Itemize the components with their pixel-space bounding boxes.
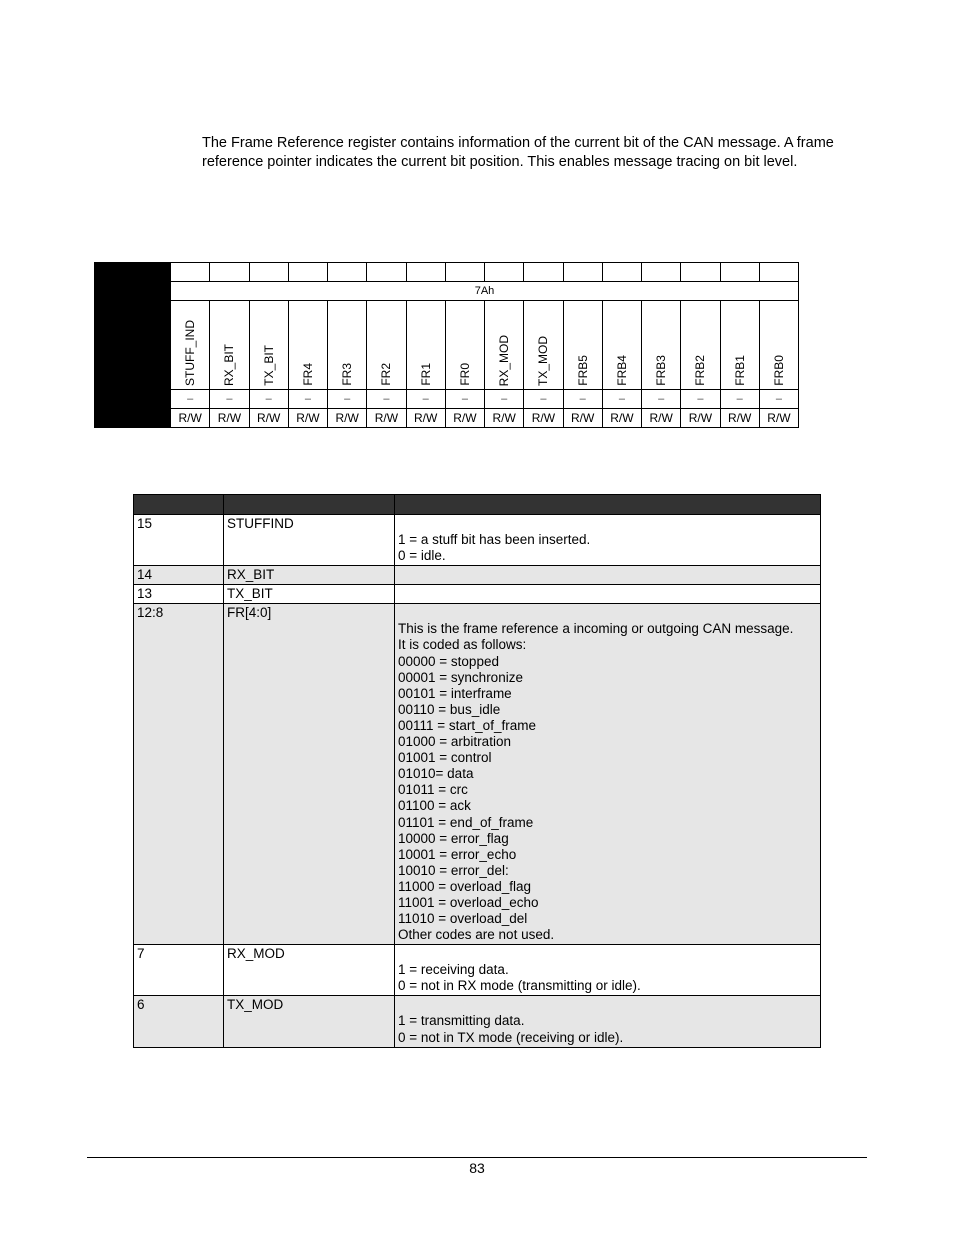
access-cell: R/W (210, 409, 249, 428)
bit-number-cell (524, 263, 563, 282)
field-bit-cell: 7 (134, 945, 224, 996)
bit-number-cell (642, 263, 681, 282)
access-cell: R/W (524, 409, 563, 428)
description-line: 0 = idle. (398, 548, 446, 564)
field-name-cell: TX_MOD (224, 996, 395, 1047)
access-cell: R/W (563, 409, 602, 428)
description-spacer (398, 516, 817, 532)
description-line: 11001 = overload_echo (398, 894, 539, 910)
reset-value-cell: – (288, 390, 327, 409)
access-cell: R/W (602, 409, 641, 428)
bit-name-cell (406, 301, 445, 390)
field-bit-cell: 15 (134, 515, 224, 566)
field-bit-cell: 6 (134, 996, 224, 1047)
field-row (134, 585, 821, 604)
reset-value-cell: – (524, 390, 563, 409)
bit-number-cell (445, 263, 484, 282)
bit-name: FRB5 (575, 355, 590, 386)
description-line: 01101 = end_of_frame (398, 814, 534, 830)
bit-number-cell (563, 263, 602, 282)
description-line: This is the frame reference a incoming or outgoing CAN message. (398, 621, 794, 637)
register-bit-table (94, 262, 799, 428)
bit-number-cell (720, 263, 759, 282)
reset-value-cell: – (367, 390, 406, 409)
field-bit-cell: 14 (134, 566, 224, 585)
register-address: 7Ah (171, 282, 799, 301)
description-line: 01100 = ack (398, 798, 471, 814)
bit-name-cell (681, 301, 720, 390)
header-cell (395, 495, 821, 515)
description-header-row (134, 495, 821, 515)
field-row (134, 566, 821, 585)
description-line: 1 = transmitting data. (398, 1013, 525, 1029)
access-row (95, 409, 799, 428)
reset-value-cell: – (485, 390, 524, 409)
field-description-cell (395, 604, 821, 945)
bit-name: TX_BIT (261, 345, 276, 386)
access-cell: R/W (171, 409, 210, 428)
bit-name: FRB4 (614, 355, 629, 386)
access-cell: R/W (406, 409, 445, 428)
field-name-cell: FR[4:0] (224, 604, 395, 945)
access-cell: R/W (445, 409, 484, 428)
bit-name: FR3 (340, 363, 355, 386)
bit-number-cell (681, 263, 720, 282)
description-line: 00101 = interframe (398, 685, 512, 701)
description-line: 01011 = crc (398, 782, 468, 798)
field-description-cell (395, 515, 821, 566)
field-bit-cell: 13 (134, 585, 224, 604)
field-name-cell: RX_MOD (224, 945, 395, 996)
bit-number-cell (328, 263, 367, 282)
description-line: 1 = receiving data. (398, 962, 509, 978)
description-line: It is coded as follows: (398, 637, 527, 653)
bit-name: FR2 (379, 363, 394, 386)
description-spacer (398, 605, 817, 621)
field-description-cell (395, 996, 821, 1047)
header-cell (134, 495, 224, 515)
field-description-table (133, 494, 821, 1048)
field-name-cell: TX_BIT (224, 585, 395, 604)
row-header (95, 301, 171, 390)
field-row (134, 996, 821, 1047)
field-description-cell (395, 585, 821, 604)
field-description-cell (395, 945, 821, 996)
bit-name: STUFF_IND (183, 320, 198, 386)
bit-name-cell (288, 301, 327, 390)
bit-name: FRB0 (771, 355, 786, 386)
access-cell: R/W (328, 409, 367, 428)
description-line: 10000 = error_flag (398, 830, 509, 846)
bit-name-cell (445, 301, 484, 390)
bit-name: RX_BIT (222, 343, 237, 386)
bit-name-cell (720, 301, 759, 390)
bit-name-cell (524, 301, 563, 390)
bit-number-cell (759, 263, 798, 282)
description-line: 00111 = start_of_frame (398, 717, 536, 733)
access-cell: R/W (759, 409, 798, 428)
description-spacer (398, 997, 817, 1013)
access-cell: R/W (288, 409, 327, 428)
bit-name-cell (249, 301, 288, 390)
page-number: 83 (469, 1160, 485, 1176)
description-spacer (398, 946, 817, 962)
access-cell: R/W (367, 409, 406, 428)
bit-name: FRB1 (732, 355, 747, 386)
bit-number-cell (288, 263, 327, 282)
field-description-cell (395, 566, 821, 585)
reset-value-cell: – (681, 390, 720, 409)
description-line: 10001 = error_echo (398, 846, 517, 862)
bit-number-cell (485, 263, 524, 282)
bit-number-cell (249, 263, 288, 282)
reset-value-cell: – (563, 390, 602, 409)
reset-value-cell: – (406, 390, 445, 409)
description-line: 01001 = control (398, 750, 492, 766)
row-header (95, 263, 171, 282)
field-row (134, 604, 821, 945)
field-bit-cell: 12:8 (134, 604, 224, 945)
bit-name: FRB3 (654, 355, 669, 386)
reset-value-cell: – (249, 390, 288, 409)
bit-name: RX_MOD (497, 334, 512, 386)
description-line: 11010 = overload_del (398, 911, 528, 927)
bit-name: FR1 (418, 363, 433, 386)
reset-value-cell: – (328, 390, 367, 409)
bit-name-row (95, 301, 799, 390)
field-row (134, 945, 821, 996)
bit-number-cell (367, 263, 406, 282)
field-name-cell: STUFFIND (224, 515, 395, 566)
bit-name-cell (328, 301, 367, 390)
bit-name: FR4 (300, 363, 315, 386)
reset-value-cell: – (642, 390, 681, 409)
access-cell: R/W (642, 409, 681, 428)
bit-name-cell (367, 301, 406, 390)
description-line: 0 = not in RX mode (transmitting or idle). (398, 978, 641, 994)
bit-number-row (95, 263, 799, 282)
description-line: 00110 = bus_idle (398, 701, 501, 717)
reset-value-cell: – (171, 390, 210, 409)
bit-number-cell (210, 263, 249, 282)
description-line: 0 = not in TX mode (receiving or idle). (398, 1029, 624, 1045)
row-header (95, 282, 171, 301)
bit-name-cell (602, 301, 641, 390)
intro-paragraph: The Frame Reference register contains information of the current bit of the CAN message. A frame reference pointer indicates the current bit position. This enables message tracing on bit level. (202, 135, 834, 170)
description-line: 11000 = overload_flag (398, 878, 531, 894)
row-header (95, 390, 171, 409)
access-cell: R/W (681, 409, 720, 428)
bit-number-cell (602, 263, 641, 282)
description-line: 01010= data (398, 766, 474, 782)
bit-name: TX_MOD (536, 335, 551, 386)
bit-number-cell (406, 263, 445, 282)
bit-name: FR0 (457, 363, 472, 386)
reset-value-cell: – (720, 390, 759, 409)
description-line: Other codes are not used. (398, 927, 555, 943)
field-row (134, 515, 821, 566)
description-line: 01000 = arbitration (398, 734, 511, 750)
bit-name-cell (759, 301, 798, 390)
description-line: 00001 = synchronize (398, 669, 523, 685)
field-name-cell: RX_BIT (224, 566, 395, 585)
bit-name-cell (563, 301, 602, 390)
bit-name-cell (171, 301, 210, 390)
reset-value-cell: – (602, 390, 641, 409)
address-row (95, 282, 799, 301)
access-cell: R/W (485, 409, 524, 428)
access-cell: R/W (720, 409, 759, 428)
bit-name-cell (210, 301, 249, 390)
description-line: 1 = a stuff bit has been inserted. (398, 532, 591, 547)
reset-value-cell: – (759, 390, 798, 409)
bit-name-cell (642, 301, 681, 390)
description-line: 10010 = error_del: (398, 862, 509, 878)
reset-value-cell: – (445, 390, 484, 409)
row-header (95, 409, 171, 428)
bit-name: FRB2 (693, 355, 708, 386)
bit-number-cell (171, 263, 210, 282)
reset-value-cell: – (210, 390, 249, 409)
footer-divider (87, 1157, 867, 1158)
access-cell: R/W (249, 409, 288, 428)
description-line: 00000 = stopped (398, 653, 499, 669)
reset-value-row (95, 390, 799, 409)
bit-name-cell (485, 301, 524, 390)
header-cell (224, 495, 395, 515)
